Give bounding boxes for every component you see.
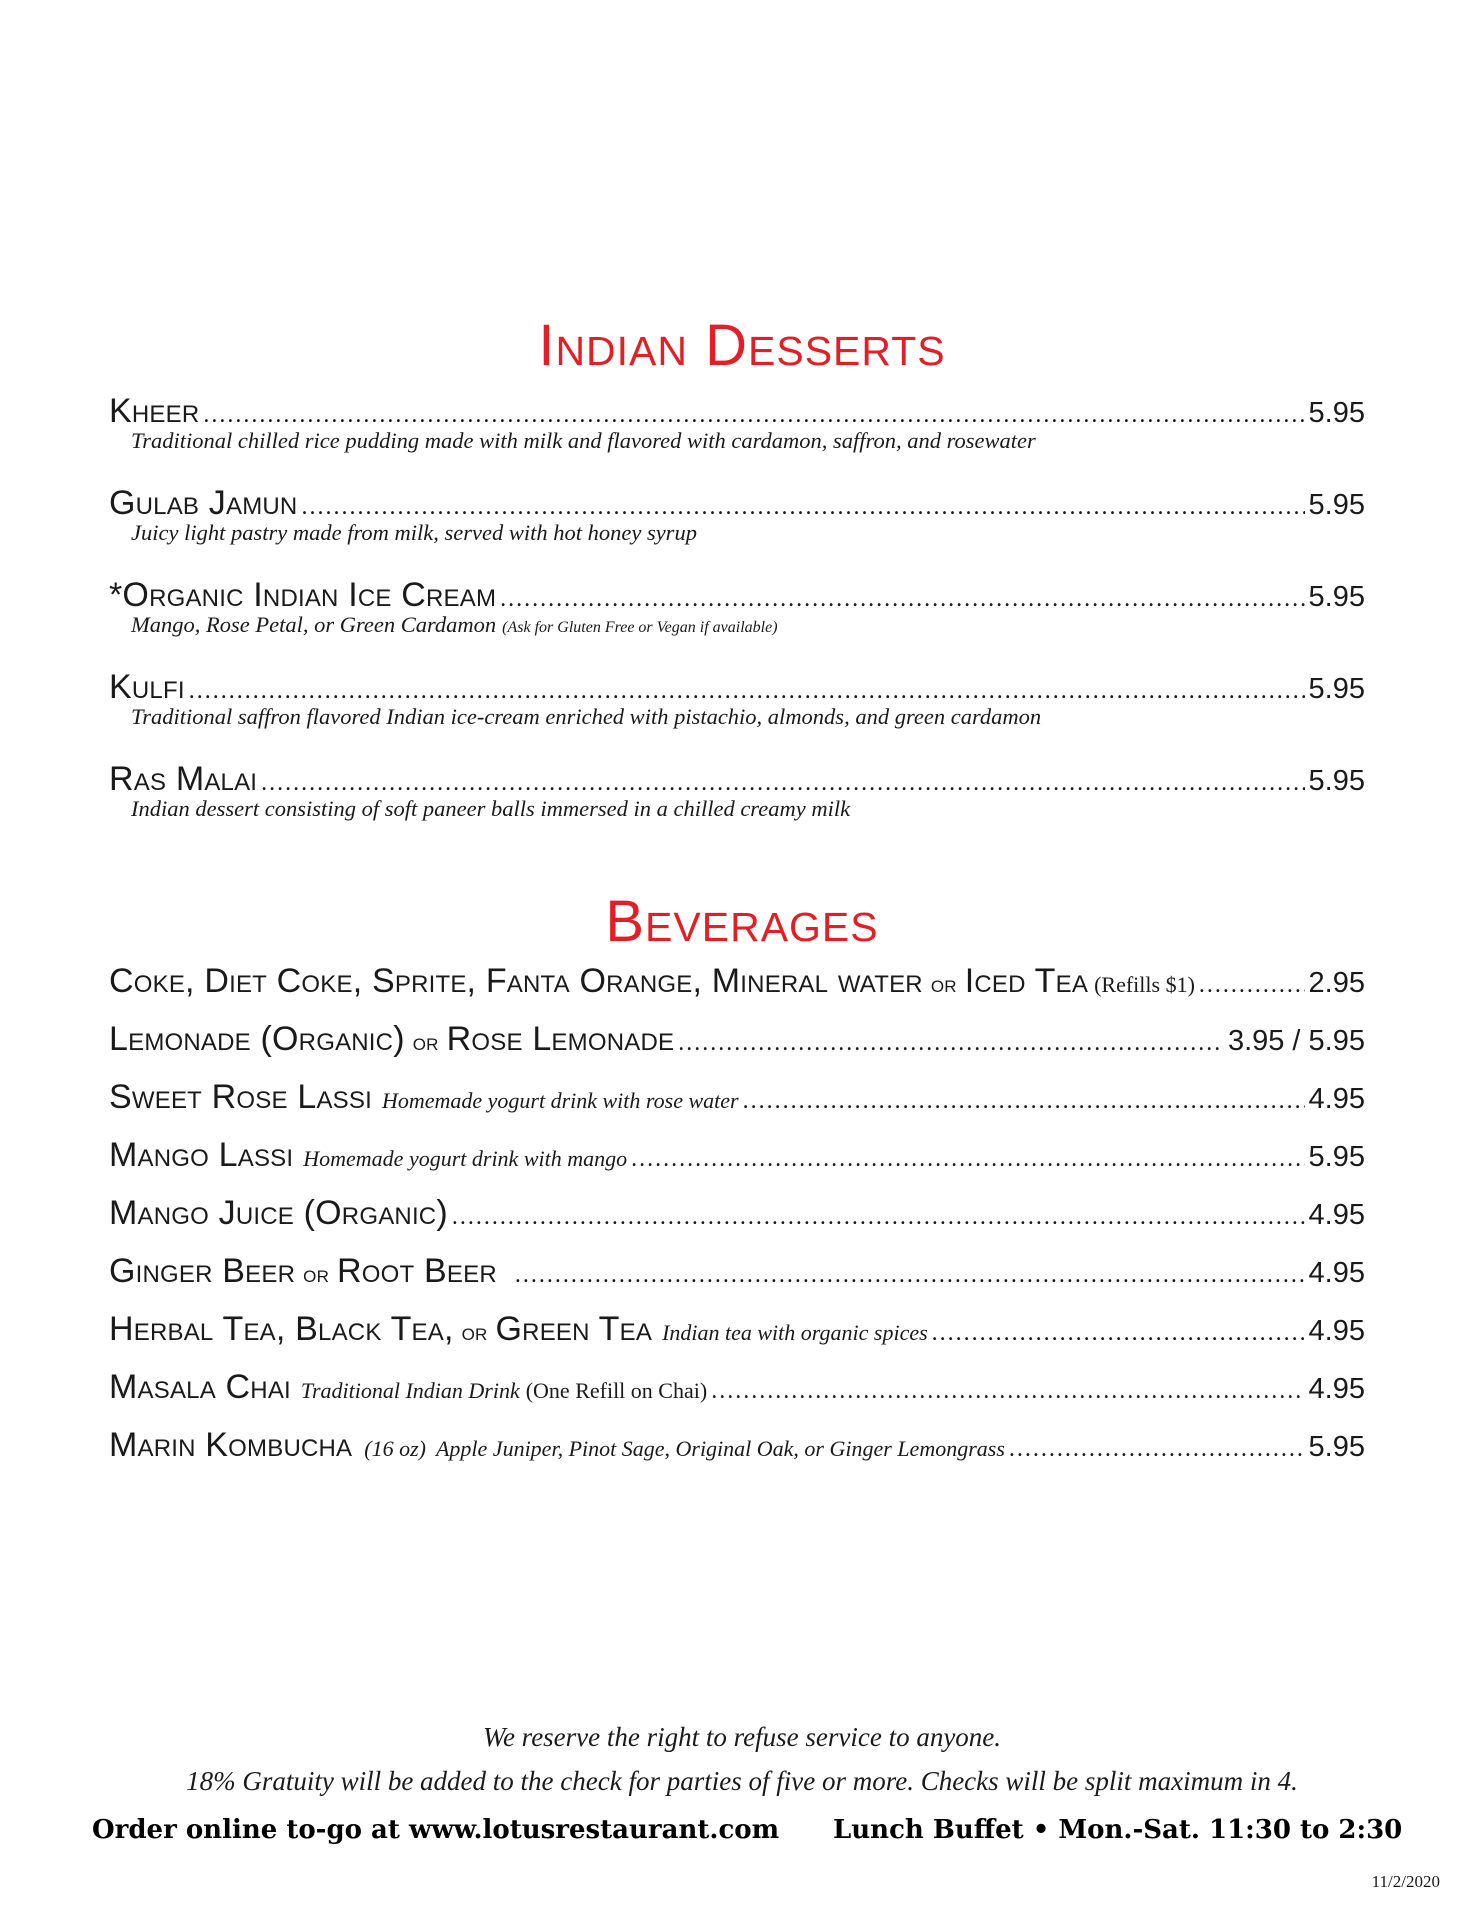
footer-order-online: Order online to-go at www.lotusrestaurant.com: [92, 1815, 780, 1845]
item-name: *Organic Indian Ice Cream: [109, 576, 497, 614]
item-price: 5.95: [1308, 397, 1365, 429]
item-price: 3.95 / 5.95: [1227, 1025, 1365, 1057]
item-description: Traditional chilled rice pudding made with milk and flavored with cardamon, saffron, and rosewater: [131, 428, 1036, 453]
item-price: 4.95: [1308, 1315, 1365, 1347]
item-name: Kheer: [109, 392, 200, 430]
leader-dots: [515, 1262, 1305, 1289]
item-name: Coke, Diet Coke, Sprite, Fanta Orange, Mineral water: [109, 962, 923, 1000]
leader-dots: [711, 1378, 1304, 1405]
item-name-alt: Rose Lemonade: [446, 1020, 675, 1058]
leader-dots: [500, 586, 1304, 613]
footer-lunch-buffet: Lunch Buffet • Mon.-Sat. 11:30 to 2:30: [833, 1815, 1403, 1845]
item-name: Herbal Tea, Black Tea,: [109, 1310, 454, 1348]
item-price: 5.95: [1308, 765, 1365, 797]
leader-dots: [1009, 1436, 1305, 1463]
item-price: 5.95: [1308, 673, 1365, 705]
leader-dots: [261, 770, 1304, 797]
beverage-item-mango-lassi: [109, 1136, 1365, 1182]
item-or: or: [412, 1029, 439, 1056]
item-name: Mango Lassi: [109, 1136, 294, 1174]
beverage-item-marin-kombucha: [109, 1426, 1365, 1472]
item-description-text: Mango, Rose Petal, or Green Cardamon: [131, 612, 497, 637]
leader-dots: [743, 1088, 1305, 1115]
item-name: Mango Juice (Organic): [109, 1194, 448, 1232]
item-description: Traditional saffron flavored Indian ice-cream enriched with pistachio, almonds, and green cardamon: [131, 704, 1042, 729]
beverage-item-masala-chai: [109, 1368, 1365, 1414]
footer-gratuity-notice: 18% Gratuity will be added to the check for parties of five or more. Checks will be split maximum in 4.: [186, 1766, 1298, 1796]
leader-dots: [678, 1030, 1224, 1057]
item-name: Marin Kombucha: [109, 1426, 353, 1464]
item-name: Gulab Jamun: [109, 484, 298, 522]
item-price: 4.95: [1308, 1083, 1365, 1115]
item-price: 4.95: [1308, 1373, 1365, 1405]
item-price: 5.95: [1308, 489, 1365, 521]
item-name: Kulfi: [109, 668, 185, 706]
item-description: Indian tea with organic spices: [662, 1320, 928, 1345]
leader-dots: [189, 678, 1305, 705]
item-name: Ras Malai: [109, 760, 258, 798]
beverage-item-mango-juice: [109, 1194, 1365, 1240]
item-description: Apple Juniper, Pinot Sage, Original Oak, or Ginger Lemongrass: [435, 1436, 1005, 1461]
item-price: 2.95: [1308, 967, 1365, 999]
item-name: Ginger Beer: [109, 1252, 296, 1290]
leader-dots: [1199, 972, 1305, 999]
item-name-alt: Iced Tea: [964, 962, 1089, 1000]
leader-dots: [932, 1320, 1305, 1347]
item-name-alt: Root Beer: [337, 1252, 497, 1290]
item-description: Juicy light pastry made from milk, served with hot honey syrup: [131, 520, 697, 545]
footer-service-notice: We reserve the right to refuse service to anyone.: [482, 1722, 1002, 1752]
item-description: Traditional Indian Drink: [300, 1378, 520, 1403]
beverage-item-ginger-beer: [109, 1252, 1365, 1298]
leader-dots: [452, 1204, 1305, 1231]
item-price: 4.95: [1308, 1257, 1365, 1289]
item-description: Homemade yogurt drink with rose water: [381, 1088, 739, 1113]
leader-dots: [631, 1146, 1304, 1173]
item-name-alt: Green Tea: [495, 1310, 653, 1348]
beverage-item-sodas: [109, 962, 1365, 1008]
beverage-item-sweet-rose-lassi: [109, 1078, 1365, 1124]
item-or: or: [930, 971, 957, 998]
beverage-item-lemonade: [109, 1020, 1365, 1066]
item-price: 5.95: [1308, 1141, 1365, 1173]
item-size: (16 oz): [364, 1436, 426, 1461]
item-name: Masala Chai: [109, 1368, 291, 1406]
item-or: or: [303, 1261, 330, 1288]
item-note: (Ask for Gluten Free or Vegan if available): [502, 619, 778, 636]
item-description: Indian dessert consisting of soft paneer balls immersed in a chilled creamy milk: [131, 796, 851, 821]
leader-dots: [203, 402, 1304, 429]
item-name: Sweet Rose Lassi: [109, 1078, 372, 1116]
item-price: 5.95: [1308, 1431, 1365, 1463]
item-name: Lemonade (Organic): [109, 1020, 405, 1058]
item-description: [131, 612, 1331, 638]
item-or: or: [461, 1319, 488, 1346]
item-note: (Refills $1): [1094, 972, 1195, 997]
beverages-section-title: Beverages: [605, 889, 879, 954]
leader-dots: [301, 494, 1304, 521]
item-price: 4.95: [1308, 1199, 1365, 1231]
beverage-item-teas: [109, 1310, 1365, 1356]
menu-date: 11/2/2020: [1371, 1872, 1440, 1891]
item-description: Homemade yogurt drink with mango: [303, 1146, 628, 1171]
item-note: (One Refill on Chai): [525, 1378, 708, 1403]
desserts-section-title: Indian Desserts: [538, 313, 946, 378]
item-price: 5.95: [1308, 581, 1365, 613]
